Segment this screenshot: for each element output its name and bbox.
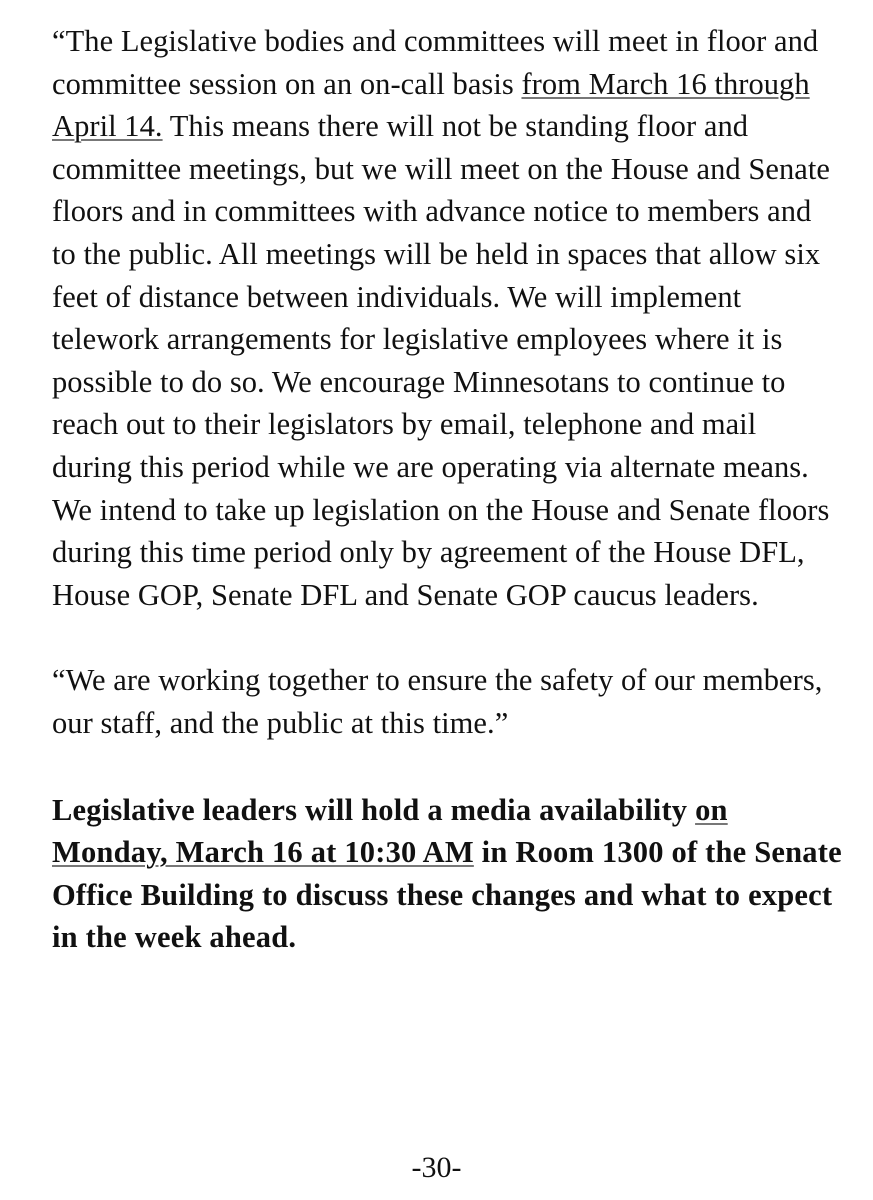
quote-1-text-start: “The Legislative bodies and committees will meet in floor and committee session on an on-call basis [52,24,819,101]
announcement-text-end: in Room 1300 of the Senate Office Building to discuss these changes and what to expect in the week ahead. [52,835,842,955]
quote-paragraph-2 [52,659,842,744]
announcement-text-start: Legislative leaders will hold a media availability [52,792,696,827]
event-datetime-link[interactable]: on Monday, March 16 at 10:30 AM [52,792,728,870]
quote-paragraph-1 [52,20,842,616]
document-body [52,20,842,959]
end-mark: -30- [411,1151,462,1184]
media-availability-announcement [52,789,842,959]
quote-1-text-end: This means there will not be standing floor and committee meetings, but we will meet on the House and Senate floors and in committees with advance notice to members and to the public. All meetings will be held in spaces that allow six feet of distance between individuals. We will implement telework arrangements for legislative employees where it is possible to do so. We encourage Minnesotans to continue to reach out to their legislators by email, telephone and mail during this period while we are operating via alternate means. We intend to take up legislation on the House and Senate floors during this time period only by agreement of the House DFL, House GOP, Senate DFL and Senate GOP caucus leaders. [52,109,831,612]
quote-2-text: “We are working together to ensure the safety of our members, our staff, and the public at this time.” [52,663,823,740]
date-range-link[interactable]: from March 16 through April 14. [52,66,810,144]
